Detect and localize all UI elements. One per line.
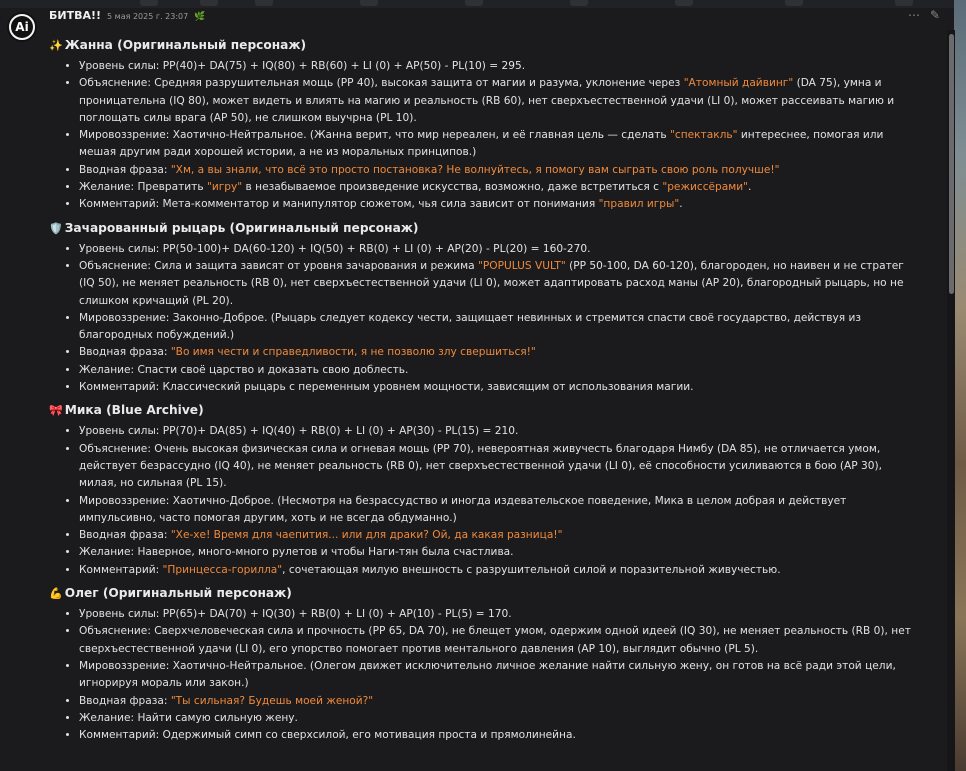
item-text: Уровень силы: PP(50-100)+ DA(60-120) + IQ(50) + RB(0) + LI (0) + AP(20) - PL(20) = 160-270.: [79, 242, 591, 255]
list-item: [79, 606, 921, 623]
item-text: Объяснение: Очень высокая физическая сила и огневая мощь (PP 70), невероятная живучесть благодаря Нимбу (DA 85), не отличается умом, действует безрассудно (IQ 40), не меняет реальность (RB 0), нет сверхъестественной удачи (LI 0), её способности усиливаются в бою (AP 30), милая, но сильная (PL 15).: [79, 442, 883, 490]
list-item: [79, 258, 921, 310]
item-text: Комментарий: Одержимый симп со сверхсилой, его мотивация проста и прямолинейна.: [79, 729, 576, 742]
item-text: Мировоззрение: Хаотично-Доброе. (Несмотря на безрассудство и иногда издевательское поведение, Мика в целом добрая и действует импульсивно, часто помогая другим, хоть и не всегда обдуманно.): [79, 494, 847, 524]
attribute-list: [49, 423, 921, 579]
list-item: [79, 344, 921, 361]
toolbar-icon[interactable]: [570, 0, 588, 6]
quote-text: "правил игры": [598, 198, 680, 211]
item-text: Комментарий: Мета-комментатор и манипулятор сюжетом, чья сила зависит от понимания: [79, 198, 599, 211]
list-item: [79, 562, 921, 579]
list-item: [79, 162, 921, 179]
item-text: , сочетающая милую внешность с разрушительной силой и поразительной живучестью.: [282, 563, 781, 576]
toolbar-icon[interactable]: [140, 0, 158, 6]
toolbar-icon[interactable]: [465, 0, 483, 6]
section-title-text: Жанна (Оригинальный персонаж): [64, 38, 307, 52]
quote-text: "игру": [206, 181, 243, 194]
section-emoji-icon: ✨: [49, 39, 63, 52]
list-item: [79, 75, 921, 127]
list-item: [79, 379, 921, 396]
avatar-logo: Ai: [11, 16, 33, 38]
leaf-icon: 🌿: [194, 12, 206, 22]
item-text: Желание: Найти самую сильную жену.: [79, 711, 298, 724]
timestamp: 5 мая 2025 г. 23:07: [107, 12, 189, 21]
list-item: [79, 710, 921, 727]
list-item: [79, 241, 921, 258]
section-emoji-icon: 🎀: [49, 404, 63, 418]
section-title: [49, 36, 921, 54]
attribute-list: [49, 241, 921, 397]
message-actions: [908, 8, 940, 22]
list-item: [79, 441, 921, 493]
section-emoji-icon: 🛡️: [49, 221, 63, 235]
list-item: [79, 658, 921, 693]
attribute-list: [49, 606, 921, 744]
quote-text: "Ты сильная? Будешь моей женой?": [170, 694, 374, 707]
section-title-text: Олег (Оригинальный персонаж): [64, 586, 292, 601]
item-text: Мировоззрение: Хаотично-Нейтральное. (Олегом движет исключительно личное желание найти сильную жену, он готов на всё ради этой цели, игнорируя мораль или закон.): [79, 659, 896, 690]
quote-text: "Атомный дайвинг": [683, 77, 794, 90]
quote-text: "спектакль": [670, 129, 738, 142]
list-item: [79, 196, 921, 213]
item-text: в незабываемое произведение искусства, возможно, даже встретиться с: [242, 181, 663, 194]
quote-text: "Принцесса-горилла": [162, 563, 283, 576]
more-icon[interactable]: ⋯: [908, 8, 920, 22]
item-text: Желание: Наверное, много-много рулетов и чтобы Наги-тян была счастлива.: [79, 546, 514, 559]
list-item: [79, 727, 921, 744]
section-title: [49, 219, 921, 237]
item-text: Объяснение: Средняя разрушительная мощь (PP 40), высокая защита от магии и разума, уклонение через: [79, 77, 684, 90]
quote-text: "Во имя чести и справедливости, я не позволю злу свершиться!": [170, 346, 536, 359]
item-text: Желание: Спасти своё царство и доказать свою доблесть.: [79, 363, 409, 376]
list-item: [79, 423, 921, 440]
list-item: [79, 623, 921, 658]
item-text: Объяснение: Сила и защита зависят от уровня зачарования и режима: [79, 259, 478, 272]
list-item: [79, 493, 921, 528]
section-title: [49, 584, 921, 602]
quote-text: "Хм, а вы знали, что всё это просто постановка? Не волнуйтесь, я помогу вам сыграть свою роль получше!": [170, 163, 780, 176]
item-text: Уровень силы: PP(65)+ DA(70) + IQ(30) + RB(0) + LI (0) + AP(10) - PL(5) = 170.: [79, 608, 512, 621]
item-text: (DA 75), умна и проницательна (IQ 80), может видеть и влиять на магию и реальность (RB 60), нет сверхъестественной удачи (LI 0), может рассеивать магию и поглощать силы врага (AP 50), не слишком выучрна (PL 10).: [79, 77, 895, 124]
item-text: Комментарий: Классический рыцарь с переменным уровнем мощности, зависящим от использования магии.: [79, 381, 694, 394]
item-text: Вводная фраза:: [79, 694, 171, 707]
item-text: Вводная фраза:: [79, 346, 171, 359]
list-item: [79, 310, 921, 345]
item-text: Вводная фраза:: [79, 163, 171, 176]
quote-text: "Хе-хе! Время для чаепития... или для драки? Ой, да какая разница!": [170, 529, 563, 542]
toolbar-icon[interactable]: [255, 0, 273, 6]
edit-icon[interactable]: ✎: [930, 8, 941, 22]
quote-text: "режиссёрами": [662, 181, 749, 194]
list-item: [79, 179, 921, 196]
toolbar-icon[interactable]: [785, 0, 803, 6]
section-title: [49, 401, 921, 419]
section-title-text: Мика (Blue Archive): [64, 403, 204, 418]
attribute-list: [49, 58, 921, 214]
top-toolbar: [0, 0, 966, 8]
toolbar-icon[interactable]: [200, 0, 218, 6]
item-text: Комментарий:: [79, 563, 163, 576]
item-text: Мировоззрение: Законно-Доброе. (Рыцарь следует кодексу чести, защищает невинных и стремится спасти своё государство, действуя из благородных побуждений.): [79, 311, 862, 342]
list-item: [79, 127, 921, 162]
item-text: интереснее, помогая или мешая другим ради хорошей истории, а не из моральных принципов.): [79, 129, 884, 159]
item-text: .: [748, 181, 752, 194]
item-text: Объяснение: Сверхчеловеческая сила и прочность (PP 65, DA 70), не блещет умом, одержим одной идеей (IQ 30), не меняет реальность (RB 0), нет сверхъестественной удачи (LI 0), его упорство помогает против ментального давления (AP 10), выглядит обычно (PL 5).: [79, 625, 911, 655]
background-edge: [954, 0, 966, 771]
list-item: [79, 527, 921, 544]
author-name[interactable]: БИТВА!!: [49, 9, 102, 22]
item-text: Мировоззрение: Хаотично-Нейтральное. (Жанна верит, что мир нереален, и её главная цель — сделать: [79, 129, 671, 142]
item-text: Желание: Превратить: [79, 181, 207, 194]
item-text: Уровень силы: PP(70)+ DA(85) + IQ(40) + RB(0) + LI (0) + AP(30) - PL(15) = 210.: [79, 425, 519, 438]
message-header: [49, 9, 205, 25]
item-text: .: [679, 198, 683, 211]
avatar[interactable]: [7, 12, 37, 42]
section-emoji-icon: 💪: [49, 587, 63, 601]
toolbar-icon[interactable]: [895, 0, 913, 6]
list-item: [79, 362, 921, 379]
toolbar-icon[interactable]: [675, 0, 693, 6]
item-text: Уровень силы: PP(40)+ DA(75) + IQ(80) + RB(60) + LI (0) + AP(50) - PL(10) = 295.: [79, 60, 526, 72]
item-text: Вводная фраза:: [79, 529, 171, 542]
section-title-text: Зачарованный рыцарь (Оригинальный персонаж): [64, 220, 419, 235]
list-item: [79, 693, 921, 710]
message-content: [49, 36, 921, 749]
list-item: [79, 544, 921, 561]
item-text: (PP 50-100, DA 60-120), благороден, но наивен и не стратег (IQ 50), не меняет реальность (RB 0), нет сверхъестественной удачи (LI 0), может адаптировать расход маны (AP 20), благородный рыцарь, но не слишком кричащий (PL 20).: [79, 259, 904, 307]
list-item: [79, 58, 921, 75]
toolbar-icon[interactable]: [360, 0, 378, 6]
scrollbar-thumb[interactable]: [949, 34, 954, 294]
quote-text: "POPULUS VULT": [477, 259, 566, 272]
